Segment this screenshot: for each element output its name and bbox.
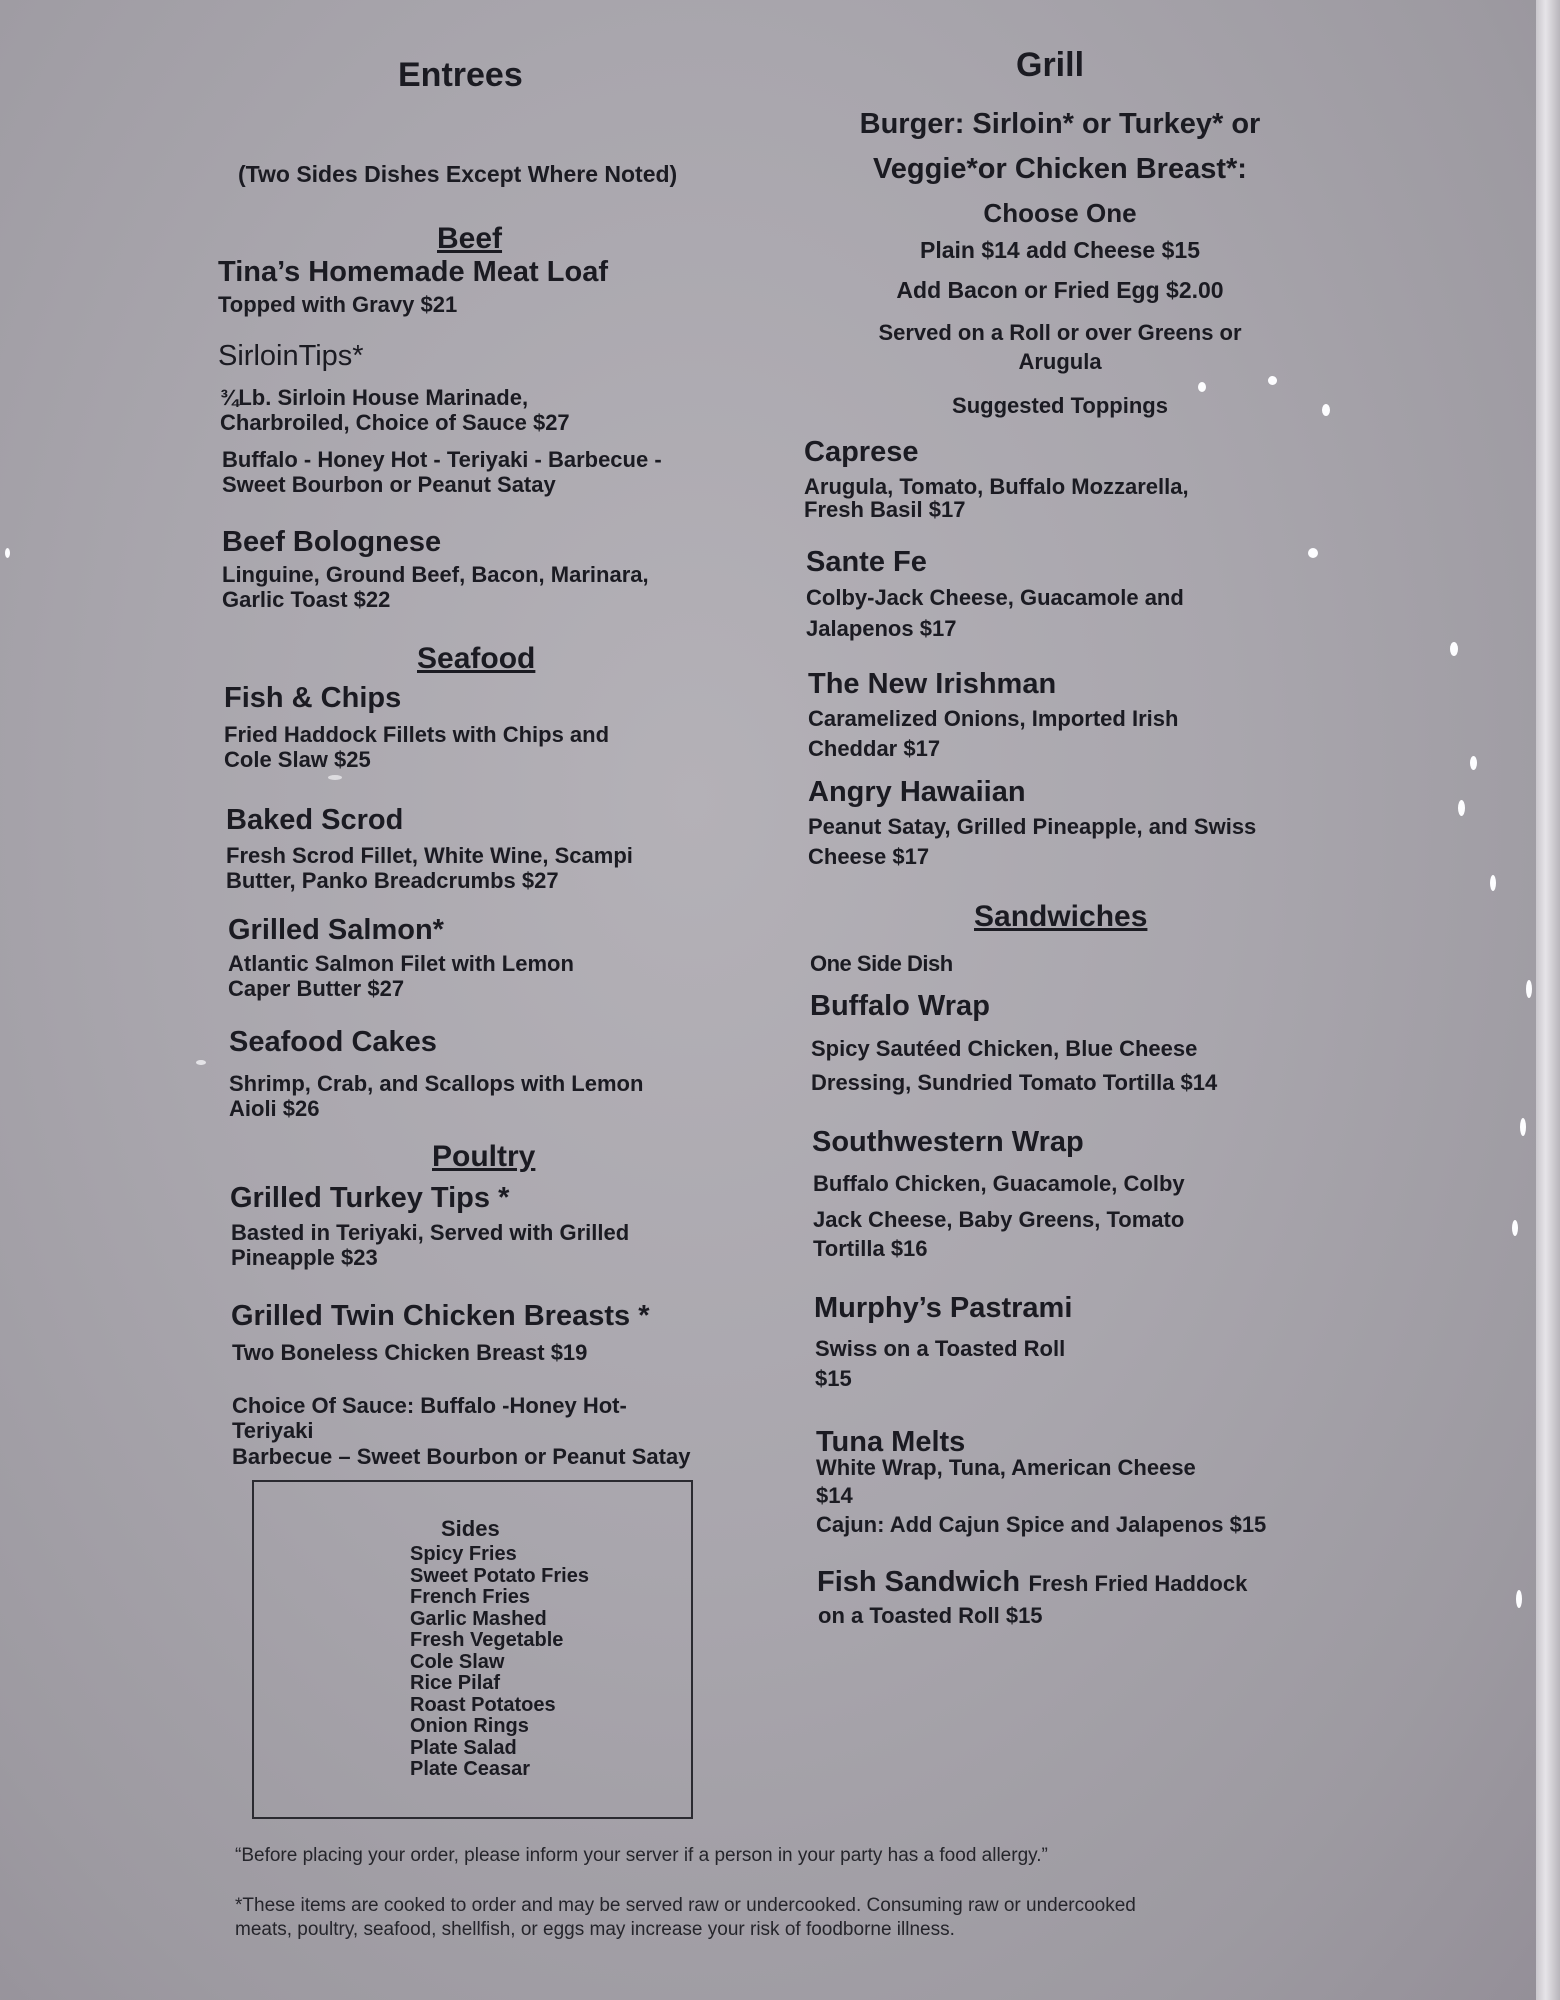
entrees-note: (Two Sides Dishes Except Where Noted) (238, 161, 678, 187)
entrees-title: Entrees (398, 56, 523, 94)
glare-speck (1490, 875, 1496, 891)
fish-chips-desc-2: Cole Slaw $25 (224, 747, 371, 772)
poultry-sauce-2: Teriyaki (232, 1418, 314, 1443)
side-item: Plate Salad (410, 1736, 517, 1759)
fish-sandwich-inline-desc: Fresh Fried Haddock (1028, 1571, 1248, 1596)
buffalo-wrap-name: Buffalo Wrap (810, 990, 990, 1022)
side-item: Garlic Mashed (410, 1607, 547, 1630)
glare-speck (1198, 382, 1206, 392)
poultry-sauce-3: Barbecue – Sweet Bourbon or Peanut Satay (232, 1444, 691, 1469)
glare-speck (1268, 376, 1277, 385)
glare-speck (196, 1060, 206, 1065)
raw-notice-2: meats, poultry, seafood, shellfish, or eggs may increase your risk of foodborne illness. (235, 1919, 955, 1940)
baked-scrod-desc-2: Butter, Panko Breadcrumbs $27 (226, 868, 559, 893)
fish-sandwich-name: Fish Sandwich (817, 1566, 1021, 1598)
angry-hawaiian-name: Angry Hawaiian (808, 776, 1026, 808)
glare-speck (5, 548, 10, 558)
baked-scrod-name: Baked Scrod (226, 804, 404, 836)
sirloin-tips-sauce-1: Buffalo - Honey Hot - Teriyaki - Barbecue - (222, 447, 662, 472)
tuna-melts-desc-2: $14 (816, 1483, 853, 1508)
grilled-salmon-desc-2: Caper Butter $27 (228, 976, 405, 1001)
turkey-tips-desc-1: Basted in Teriyaki, Served with Grilled (231, 1220, 630, 1245)
glare-speck (328, 775, 342, 780)
southwestern-wrap-desc-2: Jack Cheese, Baby Greens, Tomato (813, 1207, 1185, 1232)
glare-speck (1516, 1590, 1522, 1608)
glare-speck (1470, 756, 1477, 770)
southwestern-wrap-name: Southwestern Wrap (812, 1126, 1084, 1158)
burger-line-2: Veggie*or Chicken Breast*: (873, 153, 1247, 185)
southwestern-wrap-desc-1: Buffalo Chicken, Guacamole, Colby (813, 1171, 1185, 1196)
side-item: Spicy Fries (410, 1543, 517, 1565)
tuna-melts-name: Tuna Melts (816, 1426, 966, 1458)
plain-price: Plain $14 add Cheese $15 (920, 237, 1200, 263)
angry-hawaiian-desc-2: Cheese $17 (808, 844, 930, 869)
served-line-2: Arugula (1018, 349, 1102, 374)
glare-speck (1526, 980, 1532, 998)
caprese-desc-1: Arugula, Tomato, Buffalo Mozzarella, (804, 474, 1189, 499)
sante-fe-desc-1: Colby-Jack Cheese, Guacamole and (806, 585, 1184, 610)
baked-scrod-desc-1: Fresh Scrod Fillet, White Wine, Scampi (226, 843, 633, 868)
caprese-name: Caprese (804, 436, 919, 468)
sandwiches-note: One Side Dish (810, 951, 953, 976)
addon-price: Add Bacon or Fried Egg $2.00 (896, 277, 1224, 303)
side-item: Plate Ceasar (410, 1758, 531, 1780)
seafood-cakes-desc-2: Aioli $26 (229, 1096, 320, 1121)
new-irishman-name: The New Irishman (808, 668, 1057, 700)
served-line-1: Served on a Roll or over Greens or (878, 320, 1242, 345)
glare-speck (1308, 548, 1318, 558)
sides-title: Sides (441, 1516, 500, 1541)
seafood-heading: Seafood (417, 642, 536, 675)
side-item: French Fries (410, 1586, 531, 1608)
seafood-cakes-desc-1: Shrimp, Crab, and Scallops with Lemon (229, 1071, 644, 1096)
side-item: Cole Slaw (410, 1650, 505, 1673)
page-edge (1536, 0, 1560, 2000)
twin-chicken-name: Grilled Twin Chicken Breasts * (231, 1300, 650, 1332)
side-item: Rice Pilaf (410, 1672, 501, 1694)
side-item: Sweet Potato Fries (410, 1564, 589, 1587)
pastrami-name: Murphy’s Pastrami (814, 1292, 1073, 1324)
pastrami-desc-2: $15 (815, 1366, 852, 1391)
bolognese-desc-2: Garlic Toast $22 (222, 587, 391, 612)
pastrami-desc-1: Swiss on a Toasted Roll (815, 1336, 1066, 1361)
fish-chips-name: Fish & Chips (224, 682, 402, 714)
beef-heading: Beef (437, 222, 503, 255)
grilled-salmon-desc-1: Atlantic Salmon Filet with Lemon (228, 951, 574, 976)
caprese-desc-2: Fresh Basil $17 (804, 497, 966, 522)
tuna-melts-desc-3: Cajun: Add Cajun Spice and Jalapenos $15 (816, 1512, 1267, 1537)
tuna-melts-desc-1: White Wrap, Tuna, American Cheese (816, 1455, 1196, 1480)
bolognese-name: Beef Bolognese (222, 526, 442, 558)
sides-list (410, 1544, 589, 1781)
bolognese-desc-1: Linguine, Ground Beef, Bacon, Marinara, (222, 562, 649, 587)
sirloin-tips-name: SirloinTips* (218, 340, 364, 372)
raw-notice-1: *These items are cooked to order and may be served raw or undercooked. Consuming raw or undercooked (235, 1895, 1136, 1916)
fish-sandwich-desc: on a Toasted Roll $15 (818, 1603, 1043, 1628)
side-item: Roast Potatoes (410, 1693, 556, 1716)
buffalo-wrap-desc-1: Spicy Sautéed Chicken, Blue Cheese (811, 1036, 1198, 1061)
fish-chips-desc-1: Fried Haddock Fillets with Chips and (224, 722, 610, 747)
fish-sandwich-line (817, 1566, 1247, 1599)
twin-chicken-desc: Two Boneless Chicken Breast $19 (232, 1340, 588, 1365)
sante-fe-name: Sante Fe (806, 546, 927, 578)
glare-speck (1458, 800, 1465, 816)
sandwiches-heading: Sandwiches (974, 900, 1148, 933)
turkey-tips-desc-2: Pineapple $23 (231, 1245, 378, 1270)
southwestern-wrap-desc-3: Tortilla $16 (813, 1236, 928, 1261)
sides-box (252, 1480, 693, 1819)
sirloin-tips-desc-2: Charbroiled, Choice of Sauce $27 (220, 410, 570, 435)
meat-loaf-name: Tina’s Homemade Meat Loaf (218, 256, 608, 288)
grilled-salmon-name: Grilled Salmon* (228, 914, 444, 946)
angry-hawaiian-desc-1: Peanut Satay, Grilled Pineapple, and Swiss (808, 814, 1257, 839)
new-irishman-desc-1: Caramelized Onions, Imported Irish (808, 706, 1179, 731)
turkey-tips-name: Grilled Turkey Tips * (230, 1182, 510, 1214)
poultry-sauce-1: Choice Of Sauce: Buffalo -Honey Hot- (232, 1393, 627, 1418)
side-item: Fresh Vegetable (410, 1629, 564, 1651)
poultry-heading: Poultry (432, 1140, 536, 1173)
burger-line-1: Burger: Sirloin* or Turkey* or (859, 108, 1261, 140)
seafood-cakes-name: Seafood Cakes (229, 1026, 437, 1058)
meat-loaf-desc: Topped with Gravy $21 (218, 292, 458, 317)
glare-speck (1322, 404, 1330, 416)
glare-speck (1450, 642, 1458, 656)
grill-title: Grill (1016, 46, 1085, 84)
choose-one: Choose One (983, 198, 1137, 228)
allergy-notice: “Before placing your order, please inform your server if a person in your party has a food allergy.” (235, 1845, 1048, 1866)
sirloin-tips-desc-1: ¾Lb. Sirloin House Marinade, (220, 385, 529, 410)
glare-speck (1512, 1220, 1518, 1236)
new-irishman-desc-2: Cheddar $17 (808, 736, 941, 761)
sante-fe-desc-2: Jalapenos $17 (806, 616, 957, 641)
suggested-toppings: Suggested Toppings (952, 393, 1168, 418)
side-item: Onion Rings (410, 1715, 529, 1737)
buffalo-wrap-desc-2: Dressing, Sundried Tomato Tortilla $14 (811, 1070, 1218, 1095)
glare-speck (1520, 1118, 1526, 1136)
sirloin-tips-sauce-2: Sweet Bourbon or Peanut Satay (222, 472, 556, 497)
